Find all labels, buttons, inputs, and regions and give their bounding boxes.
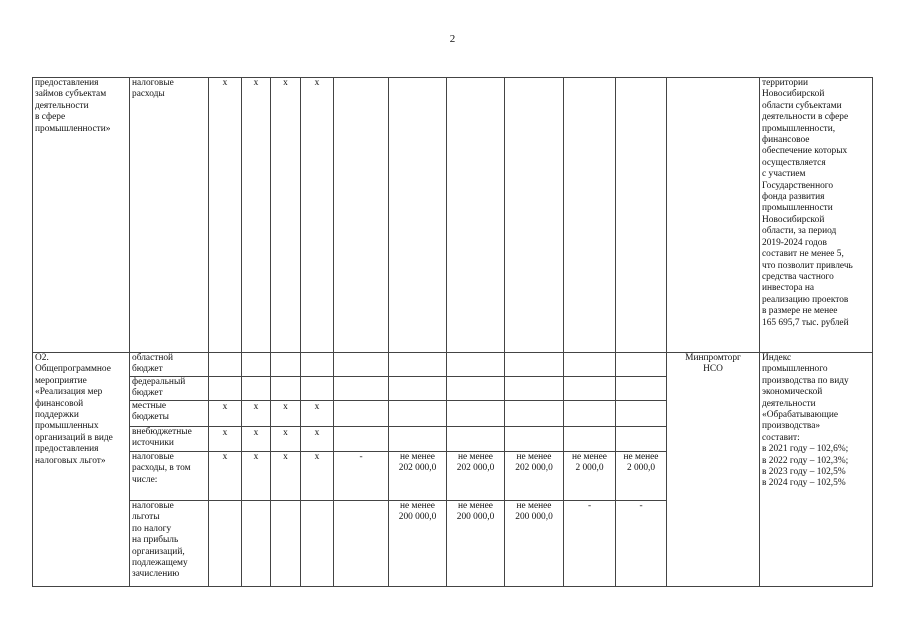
executor-cell xyxy=(667,78,760,353)
page-number: 2 xyxy=(449,33,456,45)
value-cell: не менее 200 000,0 xyxy=(447,501,505,587)
indicator-cell: территории Новосибирской области субъектами деятельности в сфере промышленности, финансовое обеспечение которых осуществляется с участием Государственного фонда развития промышленности Новосибирской области, за период 2019-2024 годов составит не менее 5, что позволит привлечь средства частного инвестора на реализацию проектов в размере не менее 165 695,7 тыс. рублей xyxy=(760,78,873,353)
empty-cell xyxy=(505,78,564,353)
funding-source-cell: областной бюджет xyxy=(130,353,209,377)
table-row xyxy=(33,78,873,353)
mark-cell: x xyxy=(209,78,242,353)
mark-cell: x xyxy=(209,427,242,452)
value-cell: не менее 2 000,0 xyxy=(564,452,616,501)
funding-source-cell: налоговые расходы xyxy=(130,78,209,353)
dash-cell: - xyxy=(334,452,389,501)
mark-cell: x xyxy=(242,78,271,353)
value-cell: не менее 202 000,0 xyxy=(389,452,447,501)
funding-source-cell: налоговые льготы по налогу на прибыль организаций, подлежащему зачислению xyxy=(130,501,209,587)
indicator-cell: Индекс промышленного производства по виду экономической деятельности «Обрабатывающие производства» составит: в 2021 году – 102,6%; в 2022 году – 102,3%; в 2023 году – 102,5% в 2024 году – 102,5% xyxy=(760,353,873,587)
empty-cell xyxy=(389,78,447,353)
program-table xyxy=(32,77,873,587)
value-cell: не менее 200 000,0 xyxy=(389,501,447,587)
mark-cell: x xyxy=(301,78,334,353)
funding-source-cell: внебюджетные источники xyxy=(130,427,209,452)
mark-cell: x xyxy=(242,452,271,501)
measure-name-cell: предоставления займов субъектам деятельности в сфере промышленности» xyxy=(33,78,130,353)
mark-cell: x xyxy=(242,401,271,427)
mark-cell: x xyxy=(271,427,301,452)
value-cell: не менее 200 000,0 xyxy=(505,501,564,587)
mark-cell: x xyxy=(301,401,334,427)
value-cell: - xyxy=(564,501,616,587)
funding-source-cell: местные бюджеты xyxy=(130,401,209,427)
mark-cell: x xyxy=(209,401,242,427)
mark-cell: x xyxy=(301,452,334,501)
mark-cell: x xyxy=(301,427,334,452)
mark-cell: x xyxy=(271,452,301,501)
value-cell: не менее 202 000,0 xyxy=(447,452,505,501)
executor-cell: Минпромторг НСО xyxy=(667,353,760,587)
value-cell: - xyxy=(616,501,667,587)
mark-cell: x xyxy=(209,452,242,501)
value-cell: не менее 2 000,0 xyxy=(616,452,667,501)
empty-cell xyxy=(616,78,667,353)
empty-cell xyxy=(334,78,389,353)
mark-cell: x xyxy=(242,427,271,452)
funding-source-cell: налоговые расходы, в том числе: xyxy=(130,452,209,501)
funding-source-cell: федеральный бюджет xyxy=(130,377,209,401)
table-row xyxy=(33,353,873,377)
measure-name-cell: О2. Общепрограммное мероприятие «Реализация мер финансовой поддержки промышленных организаций в виде предоставления налоговых льгот» xyxy=(33,353,130,587)
value-cell: не менее 202 000,0 xyxy=(505,452,564,501)
mark-cell: x xyxy=(271,78,301,353)
mark-cell: x xyxy=(271,401,301,427)
empty-cell xyxy=(447,78,505,353)
empty-cell xyxy=(564,78,616,353)
